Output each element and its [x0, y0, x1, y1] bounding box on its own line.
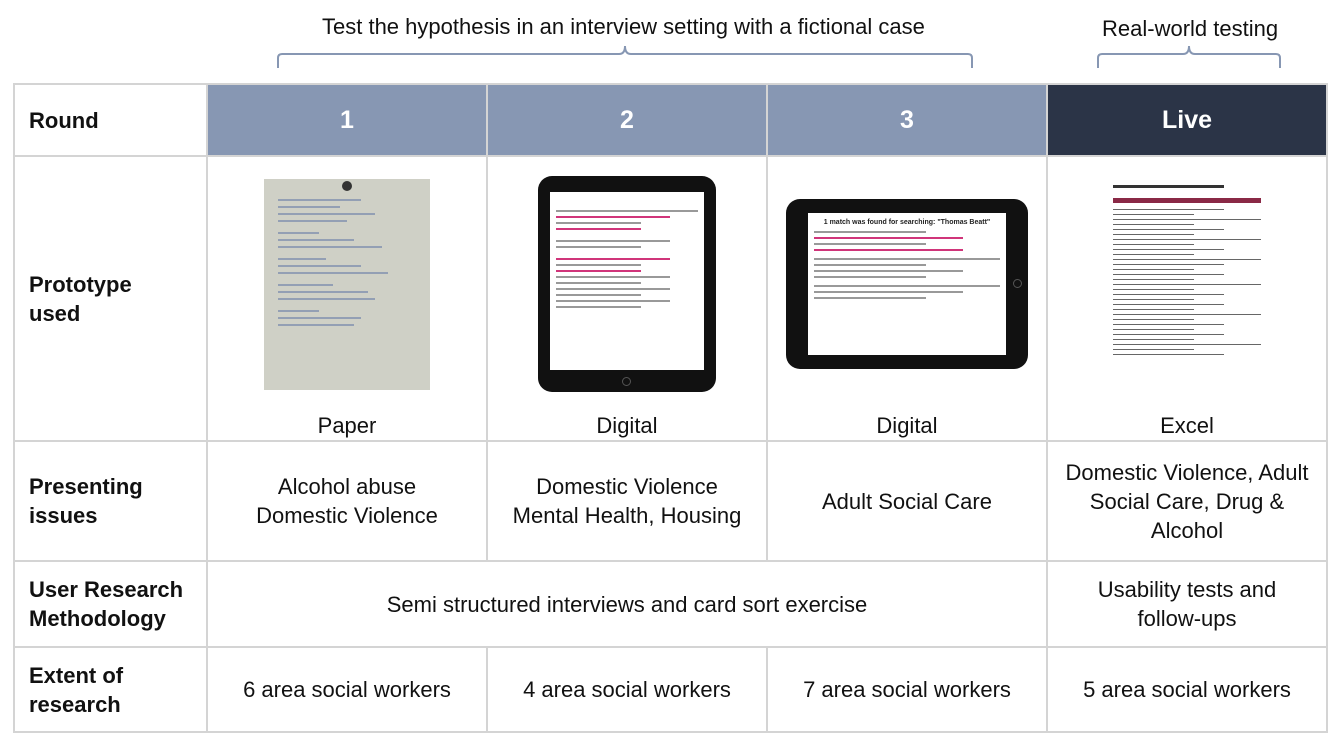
tablet-prototype-image — [538, 176, 716, 392]
interview-testing-brace — [276, 44, 974, 70]
issues-cell-2: Domestic Violence Mental Health, Housing — [487, 441, 767, 561]
methodology-row-label: User Research Methodology — [14, 561, 207, 647]
prototype-caption-live: Excel — [1160, 413, 1214, 438]
real-world-testing-label: Real-world testing — [1102, 16, 1279, 41]
prototype-cell-2 — [487, 156, 767, 441]
methodology-row — [14, 561, 1327, 647]
interview-testing-label: Test the hypothesis in an interview setting with a fictional case — [322, 14, 925, 39]
extent-cell-live: 5 area social workers — [1047, 647, 1327, 732]
round-live-header: Live — [1047, 84, 1327, 156]
methodology-live-cell: Usability tests and follow-ups — [1047, 561, 1327, 647]
real-world-testing-brace — [1096, 44, 1282, 70]
tablet-prototype-image — [786, 199, 1028, 369]
issues-row-label: Presenting issues — [14, 441, 207, 561]
prototype-row — [14, 156, 1327, 441]
extent-row-label: Extent of research — [14, 647, 207, 732]
prototype-caption-3: Digital — [876, 413, 938, 438]
research-rounds-table — [13, 83, 1328, 733]
prototype-row-label: Prototype used — [14, 156, 207, 441]
extent-cell-3: 7 area social workers — [767, 647, 1047, 732]
round-1-header: 1 — [207, 84, 487, 156]
paper-prototype-photo — [264, 179, 430, 390]
round-row-label: Round — [14, 84, 207, 156]
prototype-cell-live — [1047, 156, 1327, 441]
methodology-interview-cell: Semi structured interviews and card sort exercise — [207, 561, 1047, 647]
excel-prototype-image — [1107, 177, 1267, 391]
round-2-header: 2 — [487, 84, 767, 156]
tablet-screen-title: 1 match was found for searching: "Thomas Beatt" — [823, 219, 991, 226]
round-row — [14, 84, 1327, 156]
extent-cell-1: 6 area social workers — [207, 647, 487, 732]
issues-row — [14, 441, 1327, 561]
prototype-caption-1: Paper — [317, 413, 377, 438]
extent-row — [14, 647, 1327, 732]
issues-cell-3: Adult Social Care — [767, 441, 1047, 561]
round-3-header: 3 — [767, 84, 1047, 156]
prototype-cell-3 — [767, 156, 1047, 441]
prototype-caption-2: Digital — [596, 413, 658, 438]
issues-cell-1: Alcohol abuse Domestic Violence — [207, 441, 487, 561]
issues-cell-live: Domestic Violence, Adult Social Care, Drug & Alcohol — [1047, 441, 1327, 561]
prototype-cell-1 — [207, 156, 487, 441]
extent-cell-2: 4 area social workers — [487, 647, 767, 732]
